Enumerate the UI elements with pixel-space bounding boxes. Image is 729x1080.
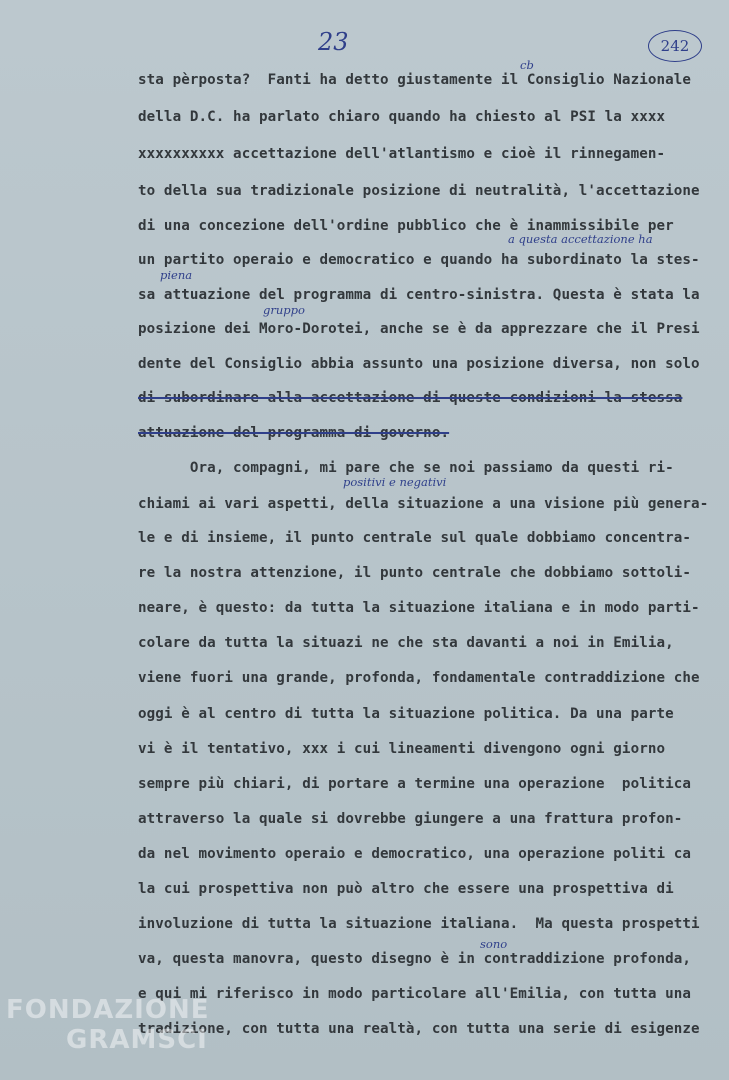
handwritten-note: positivi e negativi xyxy=(343,475,447,489)
handwritten-note: gruppo xyxy=(263,303,305,317)
text-line: posizione dei Moro-Dorotei, anche se è da apprezzare che il Presi xyxy=(138,321,700,337)
handwritten-note: a questa accettazione ha xyxy=(508,232,653,246)
text-line: di una concezione dell'ordine pubblico che è inammissibile per xyxy=(138,218,674,234)
text-line: di subordinare alla accettazione di queste condizioni la stessa xyxy=(138,390,683,406)
text-line: vi è il tentativo, xxx i cui lineamenti divengono ogni giorno xyxy=(138,741,666,757)
text-line: un partito operaio e democratico e quando ha subordinato la stes- xyxy=(138,252,700,268)
handwritten-note: piena xyxy=(160,268,193,282)
text-line: re la nostra attenzione, il punto centrale che dobbiamo sottoli- xyxy=(138,565,692,581)
text-line: attraverso la quale si dovrebbe giungere a una frattura profon- xyxy=(138,811,683,827)
text-line: da nel movimento operaio e democratico, una operazione politi ca xyxy=(138,846,692,862)
archive-page-number: 242 xyxy=(648,30,702,62)
text-line: attuazione del programma di governo. xyxy=(138,425,450,441)
watermark-logo xyxy=(6,995,209,1055)
text-line: viene fuori una grande, profonda, fondamentale contraddizione che xyxy=(138,670,700,686)
text-line: oggi è al centro di tutta la situazione politica. Da una parte xyxy=(138,706,674,722)
watermark-line-2: GRAMSCI xyxy=(66,1025,208,1055)
text-line: sta pèrposta? Fanti ha detto giustamente il Consiglio Nazionale xyxy=(138,72,692,88)
text-line: colare da tutta la situazi ne che sta davanti a noi in Emilia, xyxy=(138,635,674,651)
text-line: tradizione, con tutta una realtà, con tutta una serie di esigenze xyxy=(138,1021,700,1037)
text-line: sa attuazione del programma di centro-sinistra. Questa è stata la xyxy=(138,287,700,303)
text-line: Ora, compagni, mi pare che se noi passiamo da questi ri- xyxy=(138,460,674,476)
text-line: e qui mi riferisco in modo particolare all'Emilia, con tutta una xyxy=(138,986,692,1002)
handwritten-page-number: 23 xyxy=(318,28,349,56)
text-line: neare, è questo: da tutta la situazione italiana e in modo parti- xyxy=(138,600,700,616)
text-line: va, questa manovra, questo disegno è in contraddizione profonda, xyxy=(138,951,692,967)
handwritten-note: sono xyxy=(480,937,508,951)
watermark-line-1: FONDAZIONE xyxy=(6,995,210,1025)
text-line: la cui prospettiva non può altro che essere una prospettiva di xyxy=(138,881,674,897)
text-line: involuzione di tutta la situazione italiana. Ma questa prospetti xyxy=(138,916,700,932)
text-line: dente del Consiglio abbia assunto una posizione diversa, non solo xyxy=(138,356,700,372)
text-line: della D.C. ha parlato chiaro quando ha chiesto al PSI la xxxx xyxy=(138,109,666,125)
text-line: xxxxxxxxxx accettazione dell'atlantismo e cioè il rinnegamen- xyxy=(138,146,666,162)
text-line: chiami ai vari aspetti, della situazione a una visione più genera- xyxy=(138,496,709,512)
text-line: to della sua tradizionale posizione di neutralità, l'accettazione xyxy=(138,183,700,199)
handwritten-note: cb xyxy=(520,58,534,72)
text-line: le e di insieme, il punto centrale sul quale dobbiamo concentra- xyxy=(138,530,692,546)
text-line: sempre più chiari, di portare a termine una operazione politica xyxy=(138,776,692,792)
